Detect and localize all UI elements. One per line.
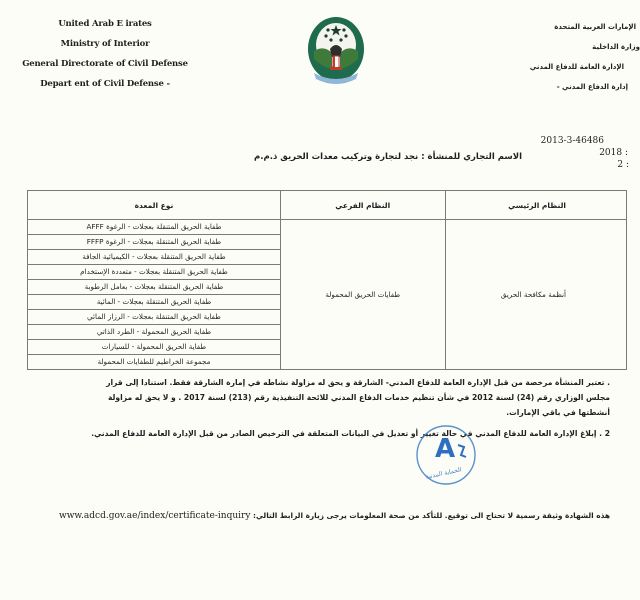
equipment-type-cell: طفاية الحريق المتنقلة بعجلات - متعددة الإستخدام: [28, 265, 281, 280]
verification-note: [59, 511, 610, 521]
equipment-type-cell: طفاية الحريق المحمولة - للسيارات: [28, 340, 281, 355]
note-2-text: 2 . إبلاغ الإدارة العامة للدفاع المدني في حالة تغيير أو تعديل في البيانات المتعلقة في الترخيص الصادر من قبل الإدارة العامة للدفاع المدني.: [91, 429, 610, 438]
note-1-line-2: مجلس الوزاري رقم (24) لسنة 2012 في شأن تنظيم خدمات الدفاع المدني للائحة التنفيذية رقم (213) لسنة 2017 . و لا يحق له مزاولة: [107, 393, 610, 402]
stamp-text: الحماية المدنية: [425, 466, 463, 481]
official-stamp-icon: [414, 423, 478, 487]
equipment-type-cell: طفاية الحريق المحمولة - الطرد الذاتي: [28, 325, 281, 340]
country-name-en: United Arab E irates: [58, 19, 152, 29]
stamp-letter: A: [434, 434, 456, 464]
sub-system-cell: طفايات الحريق المحمولة: [280, 220, 445, 370]
equipment-type-cell: طفاية الحريق المتنقلة بعجلات - الرزاز المائي: [28, 310, 281, 325]
verification-text: هذه الشهادة وثيقة رسمية لا تحتاج الى توقيع. للتأكد من صحة المعلومات يرجى زيارة الرابط التالي:: [252, 511, 610, 520]
verification-link[interactable]: www.adcd.gov.ae/index/certificate-inquiry: [59, 511, 251, 521]
equipment-type-cell: طفاية الحريق المتنقلة بعجلات - بعامل الرطوبة: [28, 280, 281, 295]
equipment-type-cell: طفاية الحريق المتنقلة بعجلات - الرغوة FFFP: [28, 235, 281, 250]
note-1-line-3: أنشطتها في باقي الإمارات.: [506, 408, 610, 417]
main-system-cell: أنظمة مكافحة الحريق: [445, 220, 626, 370]
note-2: [91, 426, 610, 441]
equipment-type-cell: طفاية الحريق المتنقلة بعجلات - الكيميائية الجافة: [28, 250, 281, 265]
english-letterhead: [0, 14, 210, 94]
equipment-table: [27, 190, 627, 370]
equipment-type-cell: مجموعة الخراطيم للطفايات المحمولة: [28, 355, 281, 370]
civil-defense-emblem-icon: [306, 15, 366, 87]
header-main-system: النظام الرئيسي: [445, 191, 626, 220]
equipment-type-cell: طفاية الحريق المتنقلة بعجلات - الرغوة AFFF: [28, 220, 281, 235]
note-1: [106, 375, 610, 420]
directorate-name-ar: الإدارة العامة للدفاع المدني: [529, 63, 624, 71]
reference-number: 2013-3-46486: [540, 136, 604, 146]
ministry-name-ar: وزارة الداخلية: [592, 43, 640, 51]
trade-name-label: الاسم التجاري للمنشأة :: [421, 152, 522, 162]
header-sub-system: النظام الفرعي: [280, 191, 445, 220]
equipment-type-cell: طفاية الحريق المتنقلة بعجلات - المائية: [28, 295, 281, 310]
directorate-name-en: General Directorate of Civil Defense: [22, 59, 188, 69]
country-name-ar: الإمارات العربية المتحدة: [554, 23, 636, 31]
arabic-letterhead: [480, 17, 640, 97]
department-name-en: Depart ent of Civil Defense -: [40, 79, 170, 89]
department-name-ar: إدارة الدفاع المدني -: [556, 83, 628, 91]
ministry-name-en: Ministry of Interior: [60, 39, 150, 49]
header-equipment-type: نوع المعدة: [28, 191, 281, 220]
table-header-row: [28, 191, 627, 220]
certificate-reference-block: [530, 135, 629, 171]
count-value: 2 :: [617, 160, 629, 170]
trade-name-line: [254, 152, 522, 162]
trade-name-value: نجد لتجارة وتركيب معدات الحريق ذ.م.م: [254, 152, 419, 162]
table-row: [28, 220, 627, 235]
note-1-line-1: . تعتبر المنشأة مرخصة من قبل الإدارة العامة للدفاع المدني- الشارقة و يحق له مزاولة نشاطه في إمارة الشارقة فقط. استنادا إلى قرار: [106, 378, 610, 387]
issue-year: 2018 :: [599, 148, 628, 158]
